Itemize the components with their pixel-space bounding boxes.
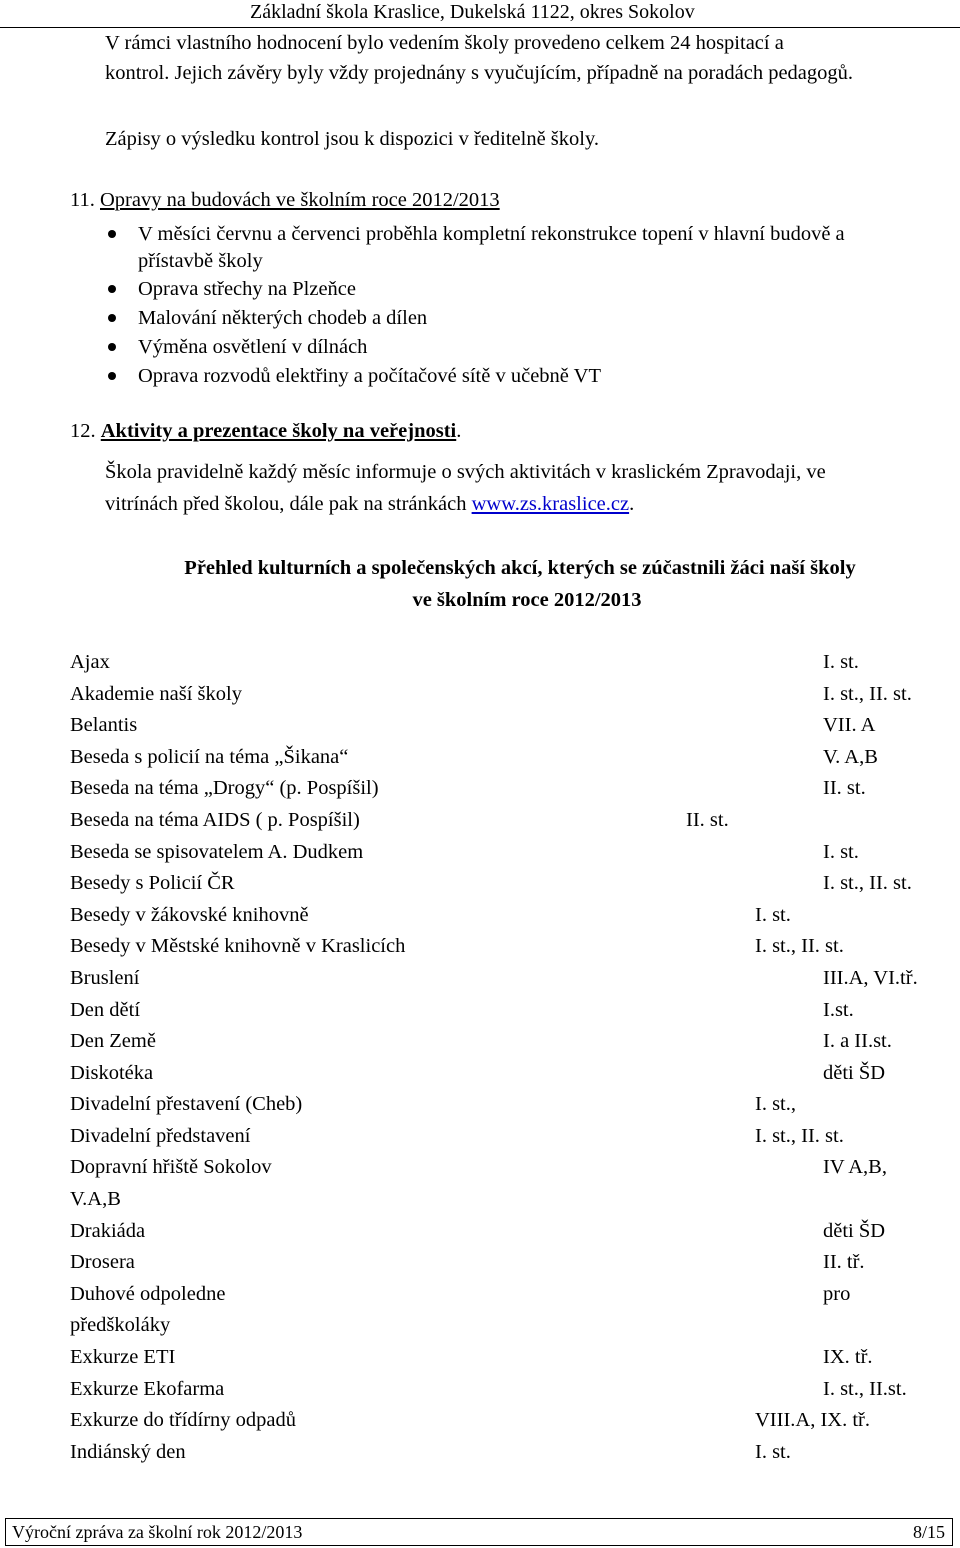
- activity-name: V.A,B: [70, 1188, 121, 1210]
- bullet-icon: [108, 343, 116, 351]
- activity-participants: I. st.: [755, 904, 791, 926]
- activity-participants: I.st.: [823, 999, 854, 1021]
- activity-participants: V. A,B: [823, 746, 878, 768]
- section-12-heading: [70, 421, 461, 442]
- activity-name: Dopravní hřiště Sokolov: [70, 1156, 272, 1178]
- bullet-icon: [108, 230, 116, 238]
- activity-participants: děti ŠD: [823, 1062, 886, 1084]
- bullet-icon: [108, 285, 116, 293]
- activity-participants: IV A,B,: [823, 1156, 887, 1178]
- activity-name: Beseda na téma „Drogy“ (p. Pospíšil): [70, 777, 379, 799]
- activity-name: Diskotéka: [70, 1062, 154, 1084]
- activity-participants: děti ŠD: [823, 1220, 886, 1242]
- activity-participants: II. st.: [686, 809, 729, 831]
- repair-item-3: Malování některých chodeb a dílen: [138, 307, 428, 329]
- section-12-paragraph-line-2: [105, 494, 634, 515]
- section-12-title-suffix: .: [456, 420, 462, 442]
- activity-participants: I. st.: [823, 651, 859, 673]
- activity-participants: II. st.: [823, 777, 866, 799]
- activity-participants: I. a II.st.: [823, 1030, 892, 1052]
- activity-participants: I. st., II. st.: [823, 683, 912, 705]
- activity-name: Akademie naší školy: [70, 683, 242, 705]
- activity-participants: I. st., II. st.: [823, 872, 912, 894]
- activity-participants: I. st., II. st.: [755, 935, 844, 957]
- activity-participants: I. st.: [823, 841, 859, 863]
- activity-participants: VII. A: [823, 714, 876, 736]
- activity-name: Indiánský den: [70, 1441, 186, 1463]
- activity-participants: pro: [823, 1283, 851, 1305]
- overview-title-line-1: Přehled kulturních a společenských akcí, kterých se zúčastnili žáci naší školy: [184, 557, 856, 579]
- activity-name: Besedy s Policií ČR: [70, 872, 235, 894]
- section-12-number: 12.: [70, 420, 96, 442]
- activity-name: Drosera: [70, 1251, 135, 1273]
- activity-name: Ajax: [70, 651, 110, 673]
- activity-name: Besedy v žákovské knihovně: [70, 904, 309, 926]
- activity-name: Divadelní přestavení (Cheb): [70, 1093, 303, 1115]
- activity-name: Exkurze do třídírny odpadů: [70, 1409, 297, 1431]
- repair-item-4: Výměna osvětlení v dílnách: [138, 336, 368, 358]
- section-12-paragraph-line-1: Škola pravidelně každý měsíc informuje o svých aktivitách v kraslickém Zpravodaji, ve: [105, 461, 826, 483]
- activity-participants: I. st.: [755, 1441, 791, 1463]
- intro-line-1: V rámci vlastního hodnocení bylo vedením školy provedeno celkem 24 hospitací a: [105, 32, 784, 54]
- repair-item-2: Oprava střechy na Plzeňce: [138, 278, 356, 300]
- activity-name: Divadelní představení: [70, 1125, 251, 1147]
- section-11-title: Opravy na budovách ve školním roce 2012/2013: [100, 189, 500, 211]
- overview-title-line-2: ve školním roce 2012/2013: [412, 589, 642, 611]
- activity-name: Beseda na téma AIDS ( p. Pospíšil): [70, 809, 360, 831]
- activity-participants: II. tř.: [823, 1251, 865, 1273]
- page-header-title: Základní škola Kraslice, Dukelská 1122, okres Sokolov: [250, 1, 695, 23]
- activity-name: Exkurze ETI: [70, 1346, 176, 1368]
- school-website-link[interactable]: www.zs.kraslice.cz: [471, 493, 630, 515]
- activity-name: předškoláky: [70, 1314, 171, 1336]
- repair-item-5: Oprava rozvodů elektřiny a počítačové sítě v učebně VT: [138, 365, 601, 387]
- activity-participants: I. st.,: [755, 1093, 796, 1115]
- section-11-number: 11.: [70, 189, 95, 211]
- section-12-paragraph-suffix: .: [629, 493, 635, 515]
- activity-name: Exkurze Ekofarma: [70, 1378, 225, 1400]
- activity-participants: III.A, VI.tř.: [823, 967, 918, 989]
- activity-participants: I. st., II.st.: [823, 1378, 907, 1400]
- bullet-icon: [108, 372, 116, 380]
- intro-line-2: kontrol. Jejich závěry byly vždy projednány s vyučujícím, případně na poradách pedagogů.: [105, 62, 854, 84]
- activity-name: Den dětí: [70, 999, 141, 1021]
- section-11-heading: [70, 190, 500, 211]
- activity-participants: IX. tř.: [823, 1346, 873, 1368]
- footer-page-number: 8/15: [913, 1522, 946, 1542]
- activity-name: Den Země: [70, 1030, 156, 1052]
- header-divider: [0, 27, 960, 28]
- intro-line-3: Zápisy o výsledku kontrol jsou k dispozici v ředitelně školy.: [105, 128, 600, 150]
- section-12-title: Aktivity a prezentace školy na veřejnosti: [100, 420, 457, 442]
- activity-participants: I. st., II. st.: [755, 1125, 844, 1147]
- activity-name: Duhové odpoledne: [70, 1283, 226, 1305]
- activity-participants: VIII.A, IX. tř.: [755, 1409, 870, 1431]
- activity-name: Bruslení: [70, 967, 140, 989]
- repair-item-1-line-1: V měsíci červnu a červenci proběhla kompletní rekonstrukce topení v hlavní budově a: [138, 223, 845, 245]
- activity-name: Beseda s policií na téma „Šikana“: [70, 746, 349, 768]
- activity-name: Drakiáda: [70, 1220, 146, 1242]
- footer-report-title: Výroční zpráva za školní rok 2012/2013: [12, 1522, 303, 1542]
- bullet-icon: [108, 314, 116, 322]
- section-12-paragraph-prefix: vitrínách před školou, dále pak na stránkách: [105, 493, 472, 515]
- activity-name: Besedy v Městské knihovně v Kraslicích: [70, 935, 406, 957]
- activity-name: Beseda se spisovatelem A. Dudkem: [70, 841, 364, 863]
- repair-item-1-line-2: přístavbě školy: [138, 250, 263, 272]
- activity-name: Belantis: [70, 714, 138, 736]
